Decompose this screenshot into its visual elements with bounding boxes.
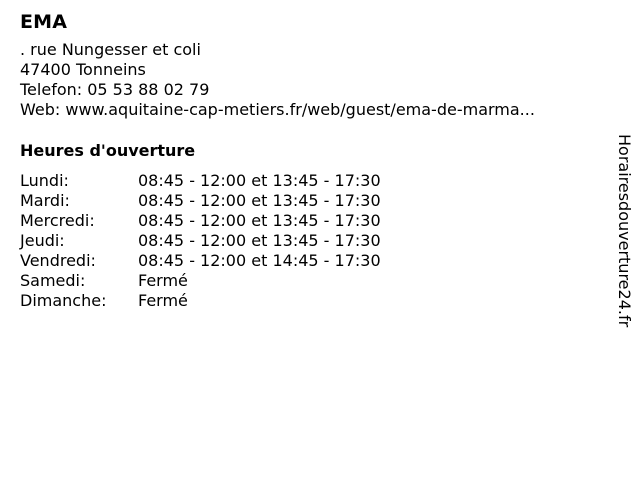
hours-row-friday bbox=[20, 251, 610, 271]
hours-row-sunday bbox=[20, 291, 610, 311]
hours-day: Mercredi: bbox=[20, 211, 95, 230]
phone-label: Telefon: bbox=[20, 80, 83, 99]
website-line bbox=[20, 100, 610, 120]
site-brand-vertical: Horairesdouverture24.fr bbox=[615, 134, 634, 328]
hours-row-thursday bbox=[20, 231, 610, 251]
hours-time: 08:45 - 12:00 et 14:45 - 17:30 bbox=[138, 251, 381, 270]
opening-hours-title: Heures d'ouverture bbox=[20, 141, 196, 160]
phone-number[interactable]: 05 53 88 02 79 bbox=[87, 80, 210, 99]
address-line-city: 47400 Tonneins bbox=[20, 60, 146, 79]
hours-day: Jeudi: bbox=[20, 231, 65, 250]
website-link[interactable]: www.aquitaine-cap-metiers.fr/web/guest/ema-de-marma... bbox=[65, 100, 535, 119]
address-line-street: . rue Nungesser et coli bbox=[20, 40, 201, 59]
hours-time: Fermé bbox=[138, 291, 188, 310]
hours-day: Samedi: bbox=[20, 271, 86, 290]
hours-day: Mardi: bbox=[20, 191, 70, 210]
hours-time: 08:45 - 12:00 et 13:45 - 17:30 bbox=[138, 211, 381, 230]
business-name: EMA bbox=[20, 11, 68, 33]
hours-row-saturday bbox=[20, 271, 610, 291]
hours-time: 08:45 - 12:00 et 13:45 - 17:30 bbox=[138, 231, 381, 250]
hours-time: 08:45 - 12:00 et 13:45 - 17:30 bbox=[138, 171, 381, 190]
hours-row-wednesday bbox=[20, 211, 610, 231]
opening-hours-table bbox=[20, 171, 610, 311]
website-label: Web: bbox=[20, 100, 61, 119]
hours-time: Fermé bbox=[138, 271, 188, 290]
hours-row-tuesday bbox=[20, 191, 610, 211]
hours-day: Vendredi: bbox=[20, 251, 96, 270]
hours-row-monday bbox=[20, 171, 610, 191]
hours-time: 08:45 - 12:00 et 13:45 - 17:30 bbox=[138, 191, 381, 210]
hours-day: Dimanche: bbox=[20, 291, 107, 310]
phone-line bbox=[20, 80, 610, 100]
business-card bbox=[20, 10, 610, 311]
hours-day: Lundi: bbox=[20, 171, 69, 190]
